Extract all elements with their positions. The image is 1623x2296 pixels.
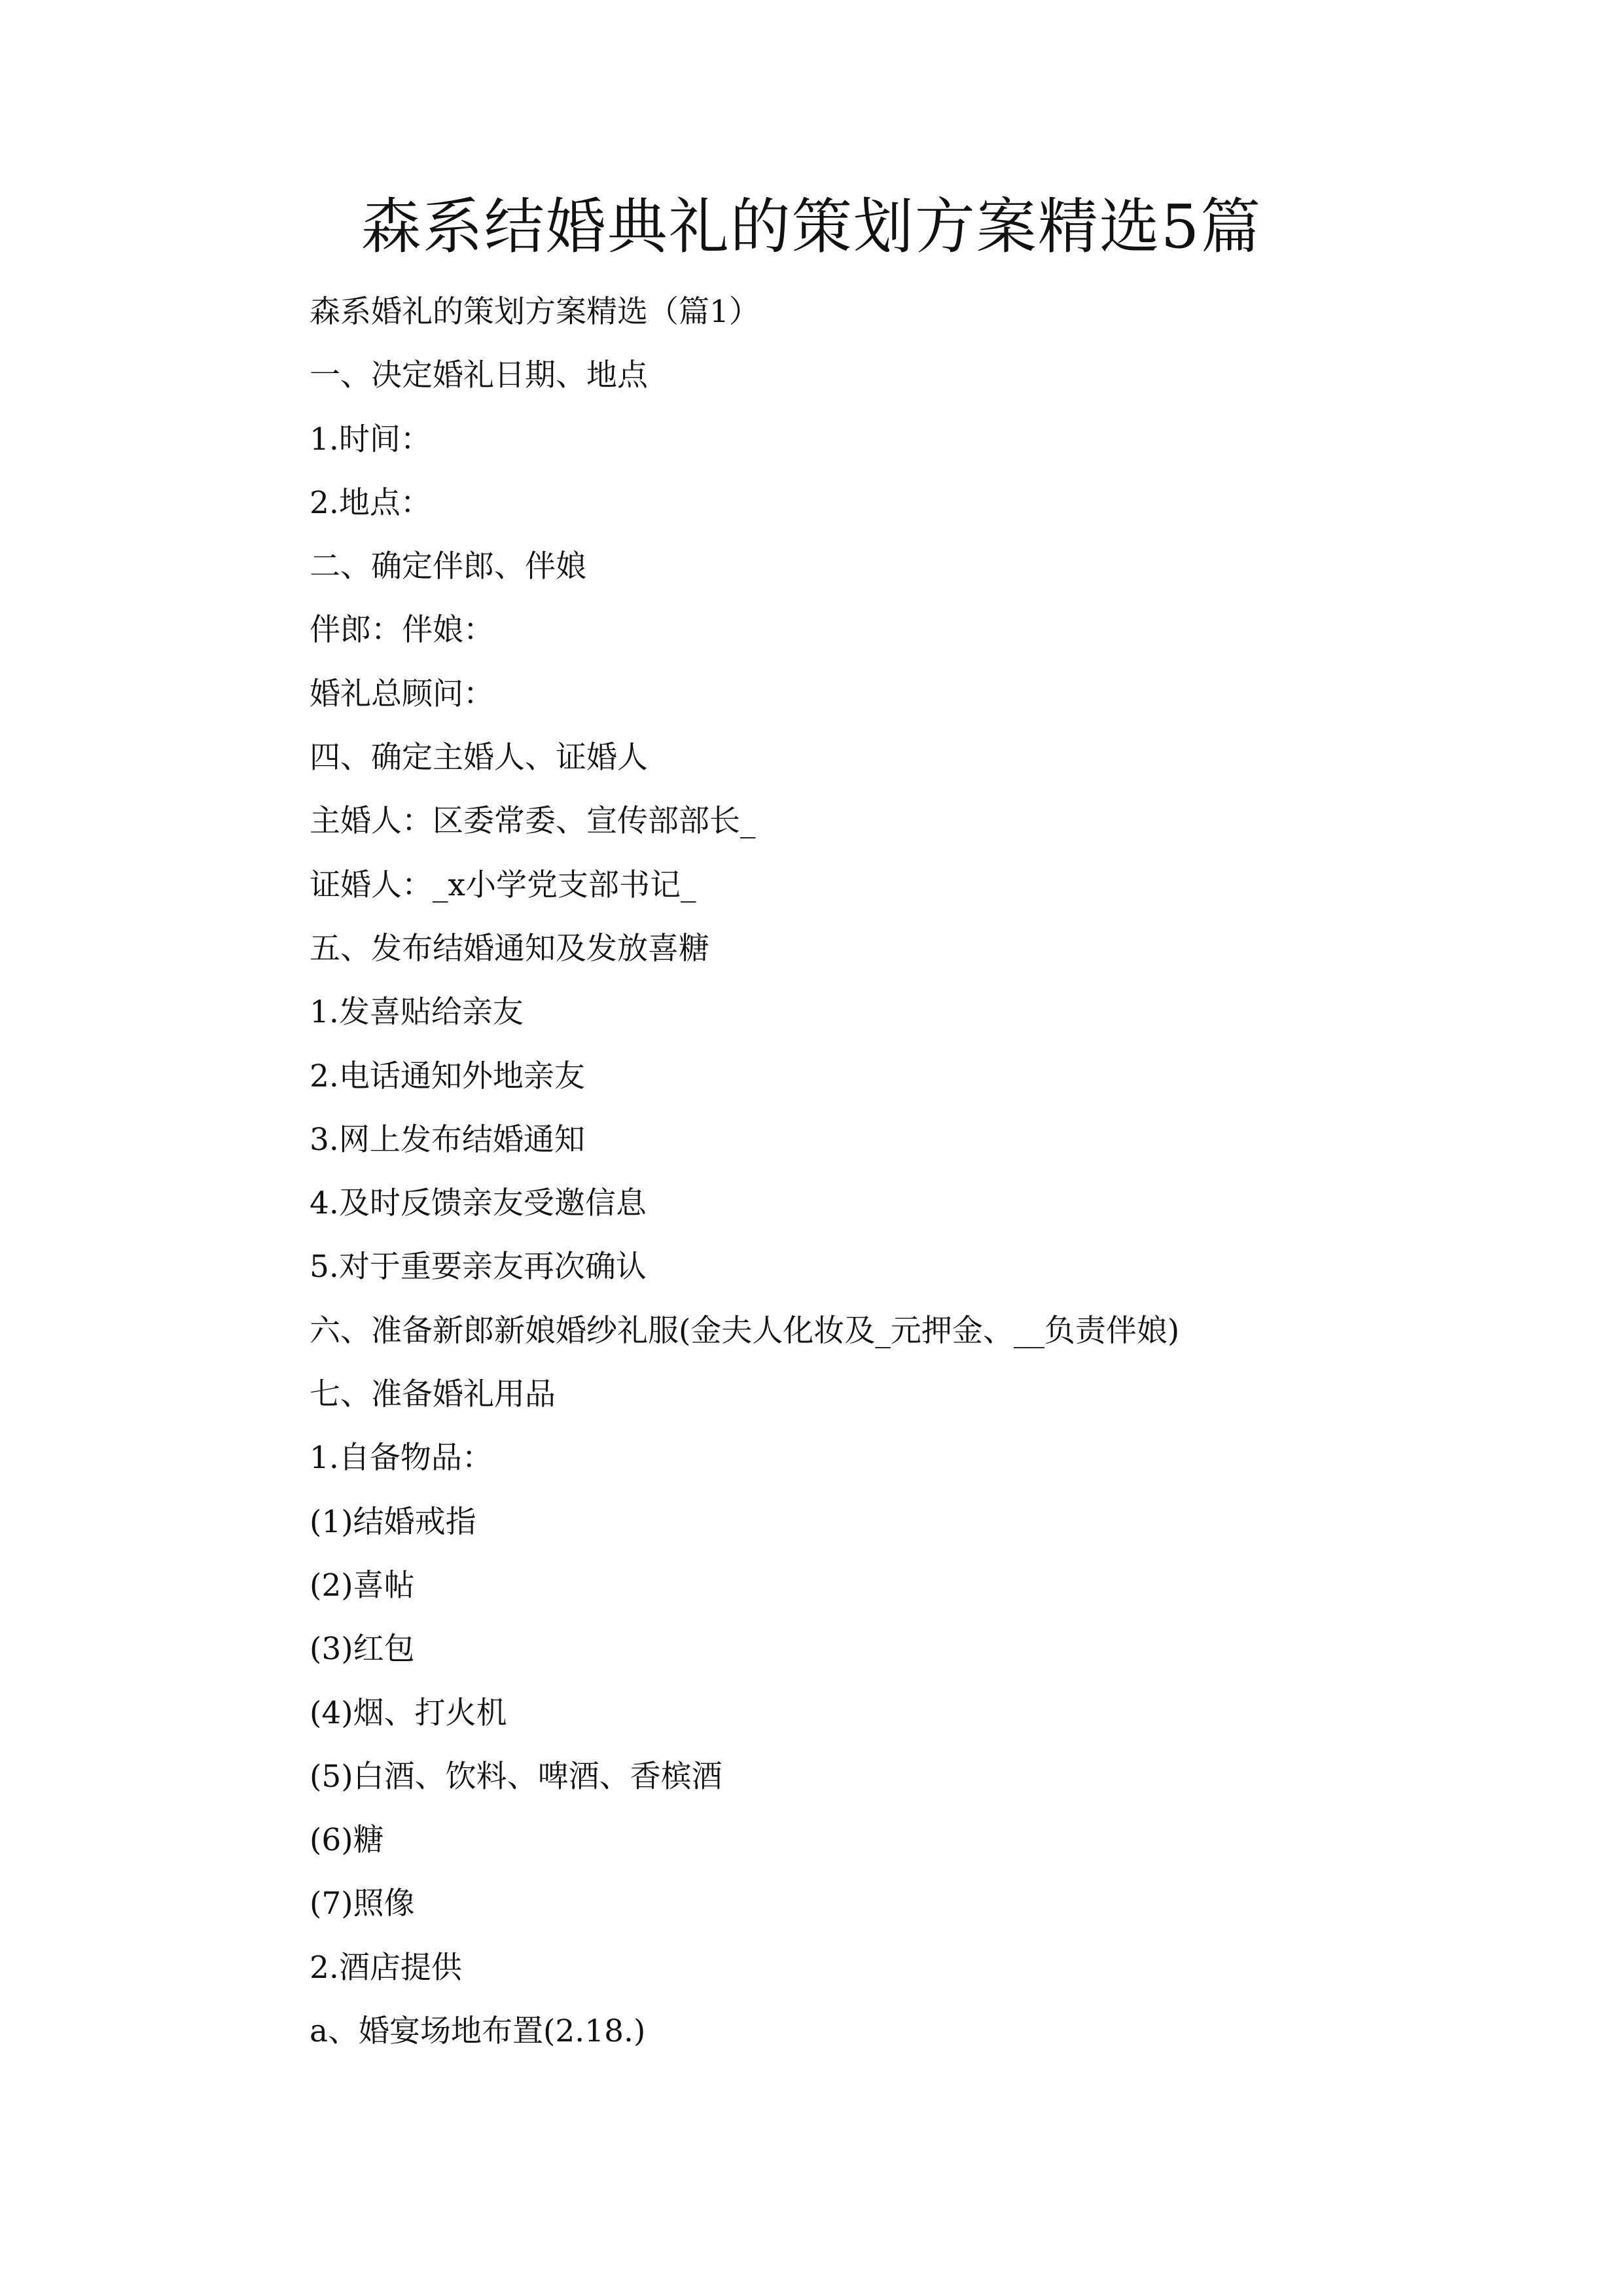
section-heading: 七、准备婚礼用品 (310, 1376, 556, 1413)
body-line: 4.及时反馈亲友受邀信息 (310, 1185, 647, 1222)
list-item: (6)糖 (310, 1822, 384, 1859)
body-line: 3.网上发布结婚通知 (310, 1121, 585, 1158)
section-heading: 六、准备新郎新娘婚纱礼服(金夫人化妆及_元押金、__负责伴娘) (310, 1312, 1180, 1349)
body-line: 1.发喜贴给亲友 (310, 994, 524, 1031)
body-line: 2.酒店提供 (310, 1949, 462, 1986)
body-line: 2.地点： (310, 484, 431, 521)
body-line: 森系婚礼的策划方案精选（篇1） (310, 294, 760, 330)
list-item: (4)烟、打火机 (310, 1695, 507, 1731)
section-heading: 一、决定婚礼日期、地点 (310, 357, 648, 394)
section-heading: 四、确定主婚人、证婚人 (310, 740, 648, 776)
list-item: (3)红包 (310, 1631, 415, 1668)
body-line: 证婚人：_x小学党支部书记_ (310, 867, 696, 903)
list-item: (7)照像 (310, 1886, 415, 1922)
body-line: 婚礼总顾问： (310, 675, 494, 712)
document-body (310, 292, 1330, 2075)
section-heading: 五、发布结婚通知及发放喜糖 (310, 930, 709, 967)
list-item: (2)喜帖 (310, 1567, 415, 1604)
section-heading: 二、确定伴郎、伴娘 (310, 548, 586, 585)
body-line: a、婚宴场地布置(2.18.) (310, 2013, 646, 2050)
body-line: 1.时间： (310, 421, 431, 457)
list-item: (5)白酒、饮料、啤酒、香槟酒 (310, 1758, 722, 1795)
body-line: 2.电话通知外地亲友 (310, 1058, 585, 1094)
document-title: 森系结婚典礼的策划方案精选5篇 (361, 192, 1262, 262)
body-line: 5.对于重要亲友再次确认 (310, 1249, 647, 1285)
list-item: (1)结婚戒指 (310, 1503, 476, 1540)
body-line: 伴郎：伴娘： (310, 612, 494, 649)
body-line: 1.自备物品： (310, 1440, 493, 1477)
body-line: 主婚人：区委常委、宣传部部长_ (310, 803, 756, 840)
